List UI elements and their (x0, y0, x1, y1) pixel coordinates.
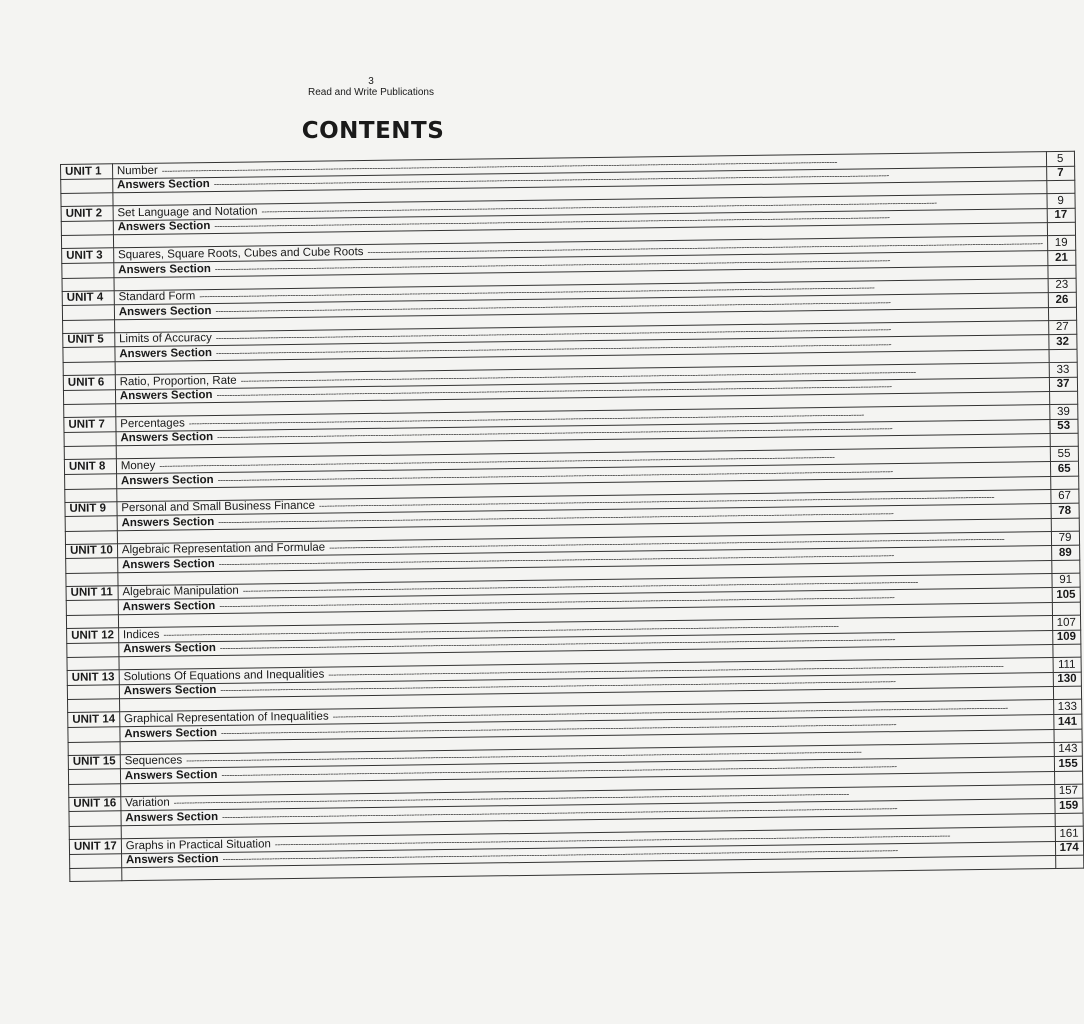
empty-cell (1046, 180, 1074, 193)
unit-number: UNIT 8 (64, 459, 116, 474)
leader-dots: -------------------------------------------------------------------------------------------------------------------------------------------------------------------------------------------------------------------------------------------------------------------- (214, 212, 890, 232)
leader-dots: -------------------------------------------------------------------------------------------------------------------------------------------------------------------------------------------------------------------------------------------------------------------- (220, 676, 896, 696)
empty-cell (1049, 391, 1077, 404)
answers-page-number: 7 (1046, 166, 1074, 181)
empty-cell (1053, 687, 1081, 700)
contents-table-body (61, 151, 1084, 881)
leader-dots: -------------------------------------------------------------------------------------------------------------------------------------------------------------------------------------------------------------------------------------------------------------------- (318, 491, 995, 511)
answers-page-number: 78 (1051, 503, 1079, 518)
empty-cell (67, 642, 119, 657)
unit-title: Indices (122, 628, 160, 641)
answers-page-number: 53 (1049, 419, 1077, 434)
unit-page-number: 111 (1053, 657, 1081, 672)
empty-cell (70, 853, 122, 868)
empty-cell (66, 558, 118, 573)
empty-cell (1054, 729, 1082, 742)
unit-number: UNIT 12 (67, 628, 119, 643)
unit-page-number: 79 (1051, 531, 1079, 546)
publisher-name: Read and Write Publications (308, 87, 434, 98)
unit-page-number: 19 (1047, 236, 1075, 251)
answers-page-number: 174 (1055, 841, 1083, 856)
empty-cell (1048, 307, 1076, 320)
empty-cell (68, 699, 120, 713)
unit-title: Percentages (120, 417, 185, 430)
leader-dots: -------------------------------------------------------------------------------------------------------------------------------------------------------------------------------------------------------------------------------------------------------------------- (218, 549, 895, 569)
unit-page-number: 143 (1054, 742, 1082, 757)
unit-title: Algebraic Representation and Formulae (121, 541, 326, 557)
empty-cell (63, 362, 115, 376)
empty-cell (70, 868, 122, 882)
empty-cell (64, 432, 116, 447)
empty-cell (67, 685, 119, 700)
empty-cell (69, 784, 121, 798)
unit-title: Limits of Accuracy (119, 332, 212, 346)
unit-page-number: 55 (1050, 447, 1078, 462)
answers-label: Answers Section (117, 178, 210, 192)
answers-page-number: 21 (1047, 250, 1075, 265)
unit-page-number: 67 (1050, 489, 1078, 504)
leader-dots: -------------------------------------------------------------------------------------------------------------------------------------------------------------------------------------------------------------------------------------------------------------------- (215, 339, 892, 358)
answers-page-number: 141 (1053, 714, 1081, 729)
empty-cell (63, 347, 115, 362)
leader-dots: -------------------------------------------------------------------------------------------------------------------------------------------------------------------------------------------------------------------------------------------------------------------- (329, 533, 1005, 553)
answers-label: Answers Section (117, 220, 211, 234)
unit-number: UNIT 2 (61, 206, 113, 221)
unit-title: Number (116, 164, 158, 177)
leader-dots: -------------------------------------------------------------------------------------------------------------------------------------------------------------------------------------------------------------------------------------------------------------------- (367, 238, 1043, 257)
unit-title: Variation (125, 797, 170, 810)
leader-dots: -------------------------------------------------------------------------------------------------------------------------------------------------------------------------------------------------------------------------------------------------------------------- (240, 366, 916, 386)
unit-title: Ratio, Proportion, Rate (119, 374, 237, 388)
empty-cell (1054, 771, 1082, 784)
leader-dots: -------------------------------------------------------------------------------------------------------------------------------------------------------------------------------------------------------------------------------------------------------------------- (217, 423, 893, 443)
leader-dots: -------------------------------------------------------------------------------------------------------------------------------------------------------------------------------------------------------------------------------------------------------------------- (161, 156, 838, 176)
unit-number: UNIT 3 (62, 248, 114, 263)
leader-dots: -------------------------------------------------------------------------------------------------------------------------------------------------------------------------------------------------------------------------------------------------------------------- (328, 660, 1004, 680)
leader-dots: -------------------------------------------------------------------------------------------------------------------------------------------------------------------------------------------------------------------------------------------------------------------- (173, 789, 850, 808)
empty-cell (61, 178, 113, 193)
empty-cell (68, 727, 120, 742)
answers-label: Answers Section (119, 389, 213, 403)
unit-number: UNIT 15 (68, 754, 120, 769)
empty-cell (66, 600, 118, 615)
leader-dots: -------------------------------------------------------------------------------------------------------------------------------------------------------------------------------------------------------------------------------------------------------------------- (215, 296, 891, 316)
leader-dots: -------------------------------------------------------------------------------------------------------------------------------------------------------------------------------------------------------------------------------------------------------------------- (332, 702, 1008, 722)
empty-cell (69, 826, 121, 840)
leader-dots: -------------------------------------------------------------------------------------------------------------------------------------------------------------------------------------------------------------------------------------------------------------------- (222, 845, 898, 865)
answers-label: Answers Section (125, 853, 219, 867)
leader-dots: -------------------------------------------------------------------------------------------------------------------------------------------------------------------------------------------------------------------------------------------------------------------- (217, 465, 893, 485)
empty-cell (66, 615, 118, 629)
answers-label: Answers Section (119, 346, 213, 361)
empty-cell (63, 389, 115, 404)
empty-cell (61, 235, 113, 249)
answers-label: Answers Section (122, 557, 215, 572)
empty-cell (1050, 434, 1078, 447)
unit-number: UNIT 6 (63, 375, 115, 390)
answers-label: Answers Section (123, 684, 217, 698)
empty-cell (1055, 813, 1083, 826)
empty-cell (65, 488, 117, 502)
leader-dots: -------------------------------------------------------------------------------------------------------------------------------------------------------------------------------------------------------------------------------------------------------------------- (188, 409, 865, 429)
leader-dots: -------------------------------------------------------------------------------------------------------------------------------------------------------------------------------------------------------------------------------------------------------------------- (215, 324, 892, 344)
empty-cell (1051, 560, 1079, 573)
answers-label: Answers Section (118, 304, 212, 318)
answers-label: Answers Section (123, 642, 216, 656)
empty-cell (1047, 223, 1075, 236)
leader-dots: -------------------------------------------------------------------------------------------------------------------------------------------------------------------------------------------------------------------------------------------------------------------- (261, 197, 937, 217)
answers-label: Answers Section (124, 726, 218, 740)
unit-title: Money (120, 459, 156, 473)
answers-page-number: 26 (1048, 292, 1076, 307)
empty-cell (64, 404, 116, 418)
page-number: 3 (368, 76, 374, 87)
empty-cell (62, 277, 114, 291)
empty-cell (63, 320, 115, 334)
leader-dots: -------------------------------------------------------------------------------------------------------------------------------------------------------------------------------------------------------------------------------------------------------------------- (221, 760, 897, 780)
empty-cell (69, 811, 121, 826)
empty-cell (64, 446, 116, 460)
empty-cell (1055, 855, 1083, 868)
unit-title: Personal and Small Business Finance (121, 499, 316, 515)
leader-dots: -------------------------------------------------------------------------------------------------------------------------------------------------------------------------------------------------------------------------------------------------------------------- (213, 170, 890, 190)
unit-page-number: 91 (1052, 573, 1080, 588)
unit-title: Algebraic Manipulation (122, 585, 239, 599)
leader-dots: -------------------------------------------------------------------------------------------------------------------------------------------------------------------------------------------------------------------------------------------------------------------- (218, 507, 894, 527)
leader-dots: -------------------------------------------------------------------------------------------------------------------------------------------------------------------------------------------------------------------------------------------------------------------- (186, 746, 862, 766)
answers-label: Answers Section (118, 262, 211, 276)
leader-dots: -------------------------------------------------------------------------------------------------------------------------------------------------------------------------------------------------------------------------------------------------------------------- (159, 451, 835, 471)
answers-page-number: 89 (1051, 545, 1079, 560)
unit-page-number: 5 (1046, 151, 1074, 166)
empty-cell (1047, 265, 1075, 278)
contents-table (60, 151, 1084, 882)
answers-label: Answers Section (124, 768, 218, 783)
unit-title: Squares, Square Roots, Cubes and Cube Roots (117, 246, 364, 262)
unit-title: Graphs in Practical Situation (125, 837, 271, 852)
leader-dots: -------------------------------------------------------------------------------------------------------------------------------------------------------------------------------------------------------------------------------------------------------------------- (219, 634, 896, 654)
empty-cell (62, 263, 114, 278)
empty-cell (1051, 518, 1079, 531)
empty-cell (1050, 476, 1078, 489)
unit-title: Sequences (124, 754, 183, 768)
unit-number: UNIT 17 (69, 839, 121, 854)
empty-cell (67, 657, 119, 671)
leader-dots: -------------------------------------------------------------------------------------------------------------------------------------------------------------------------------------------------------------------------------------------------------------------- (219, 592, 895, 612)
empty-cell (1049, 349, 1077, 362)
leader-dots: -------------------------------------------------------------------------------------------------------------------------------------------------------------------------------------------------------------------------------------------------------------------- (199, 282, 875, 302)
unit-page-number: 27 (1048, 320, 1076, 335)
answers-page-number: 109 (1052, 630, 1080, 645)
empty-cell (62, 305, 114, 320)
unit-title: Graphical Representation of Inequalities (124, 710, 329, 726)
unit-page-number: 9 (1047, 193, 1075, 208)
leader-dots: -------------------------------------------------------------------------------------------------------------------------------------------------------------------------------------------------------------------------------------------------------------------- (221, 803, 898, 822)
unit-title: Set Language and Notation (117, 205, 258, 220)
empty-cell (61, 193, 113, 207)
unit-page-number: 39 (1049, 404, 1077, 419)
leader-dots: -------------------------------------------------------------------------------------------------------------------------------------------------------------------------------------------------------------------------------------------------------------------- (216, 381, 892, 401)
unit-title: Standard Form (118, 290, 196, 304)
empty-cell (1052, 602, 1080, 615)
unit-number: UNIT 4 (62, 290, 114, 305)
answers-label: Answers Section (125, 810, 219, 825)
unit-number: UNIT 5 (63, 333, 115, 348)
empty-cell (65, 474, 117, 489)
unit-page-number: 107 (1052, 615, 1080, 630)
unit-number: UNIT 11 (66, 586, 118, 601)
unit-title: Solutions Of Equations and Inequalities (123, 668, 325, 684)
leader-dots: -------------------------------------------------------------------------------------------------------------------------------------------------------------------------------------------------------------------------------------------------------------------- (163, 620, 839, 640)
empty-cell (61, 221, 113, 236)
answers-page-number: 130 (1053, 672, 1081, 687)
answers-label: Answers Section (120, 431, 214, 445)
answers-label: Answers Section (120, 473, 214, 487)
answers-page-number: 159 (1054, 799, 1082, 814)
leader-dots: -------------------------------------------------------------------------------------------------------------------------------------------------------------------------------------------------------------------------------------------------------------------- (242, 577, 919, 597)
unit-number: UNIT 14 (68, 712, 120, 727)
answers-page-number: 17 (1047, 208, 1075, 223)
empty-cell (68, 741, 120, 755)
page-title: CONTENTS (301, 118, 445, 144)
unit-page-number: 157 (1054, 784, 1082, 799)
unit-page-number: 161 (1055, 826, 1083, 841)
unit-number: UNIT 10 (65, 543, 117, 558)
empty-cell (65, 516, 117, 531)
unit-page-number: 133 (1053, 700, 1081, 715)
answers-label: Answers Section (121, 515, 215, 529)
answers-page-number: 32 (1048, 335, 1076, 350)
empty-cell (1052, 644, 1080, 657)
unit-number: UNIT 7 (64, 417, 116, 432)
leader-dots: -------------------------------------------------------------------------------------------------------------------------------------------------------------------------------------------------------------------------------------------------------------------- (214, 254, 891, 274)
unit-page-number: 23 (1048, 278, 1076, 293)
empty-cell (68, 769, 120, 784)
leader-dots: -------------------------------------------------------------------------------------------------------------------------------------------------------------------------------------------------------------------------------------------------------------------- (274, 830, 951, 849)
answers-page-number: 105 (1052, 588, 1080, 603)
unit-number: UNIT 9 (65, 501, 117, 516)
answers-page-number: 155 (1054, 756, 1082, 771)
unit-number: UNIT 1 (61, 164, 113, 179)
answers-label: Answers Section (122, 600, 216, 614)
answers-page-number: 37 (1049, 377, 1077, 392)
unit-number: UNIT 16 (69, 797, 121, 812)
empty-cell (66, 573, 118, 587)
empty-cell (65, 530, 117, 544)
unit-number: UNIT 13 (67, 670, 119, 685)
answers-page-number: 65 (1050, 461, 1078, 476)
leader-dots: -------------------------------------------------------------------------------------------------------------------------------------------------------------------------------------------------------------------------------------------------------------------- (220, 718, 897, 738)
unit-page-number: 33 (1049, 362, 1077, 377)
